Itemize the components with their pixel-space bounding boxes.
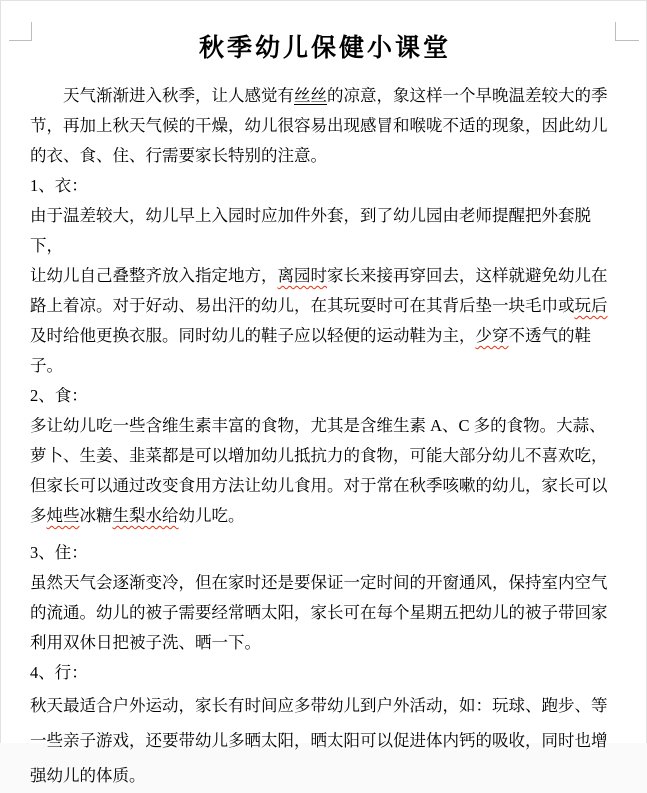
text-run: 及时给他更换衣服。同时幼儿的鞋子应以轻便的运动鞋为主， — [30, 326, 476, 345]
text-run: 4、行： — [30, 663, 88, 682]
text-run: 多 — [30, 506, 47, 525]
text-run: 的凉意，象这样一个早晚温差较大的季 — [327, 86, 608, 105]
document-text-area — [30, 29, 620, 793]
text-run: 由于温差较大，幼儿早上入园时应加件外套，到了幼儿园由老师提醒把外套脱下， — [30, 206, 591, 255]
document-title: 秋季幼儿保健小课堂 — [198, 35, 451, 62]
text-run: 让幼儿自己叠整齐放入指定地方， — [30, 266, 278, 285]
section-heading-living — [30, 538, 620, 568]
text-run: 萝卜、生姜、韭菜都是可以增加幼儿抵抗力的食物，可能大部分幼儿不喜欢吃， — [30, 446, 608, 465]
section-heading-clothing — [30, 171, 620, 201]
text-run: 冰糖 — [79, 506, 113, 525]
section-heading-outing — [30, 658, 620, 688]
text-run: 利用双休日把被子洗、晒一下。 — [30, 633, 261, 652]
text-run: 3、住： — [30, 543, 88, 562]
text-run: 秋天最适合户外运动，家长有时间应多带幼儿到户外活动，如：玩球、跑步、等 — [30, 696, 608, 715]
spellcheck-flagged-text: 离园时 — [277, 266, 327, 285]
text-run: 1、衣： — [30, 176, 88, 195]
section-heading-food — [30, 381, 620, 411]
text-run: 的流通。幼儿的被子需要经常晒太阳，家长可在每个星期五把幼儿的被子带回家 — [30, 603, 608, 622]
text-run: 幼儿吃。 — [178, 506, 245, 525]
section-body-outing — [30, 688, 620, 793]
text-run: 虽然天气会逐渐变冷，但在家时还是要保证一定时间的开窗通风，保持室内空气 — [30, 573, 608, 592]
text-run: 节，再加上秋天气候的干燥，幼儿很容易出现感冒和喉咙不适的现象，因此幼儿 — [30, 116, 608, 135]
text-run: 路上着凉。对于好动、易出汗的幼儿，在其玩耍时可在其背后垫一块毛巾或 — [30, 296, 575, 315]
spellcheck-flagged-text: 少穿 — [475, 326, 509, 345]
text-run: 不透气的鞋子。 — [30, 326, 591, 375]
intro-paragraph — [30, 81, 620, 171]
document-body — [30, 81, 620, 793]
spellcheck-flagged-text: 玩后 — [574, 296, 608, 315]
spellcheck-flagged-text: 炖些 — [46, 506, 80, 525]
section-body-food — [30, 411, 620, 531]
text-boundary-mark-top-left — [9, 22, 32, 41]
text-run: 强幼儿的体质。 — [30, 766, 146, 785]
underlined-text: 丝丝 — [294, 86, 327, 105]
text-run: 家长来接再穿回去，这样就避免幼儿在 — [327, 266, 608, 285]
text-run: 2、食： — [30, 386, 88, 405]
text-run: 的衣、食、住、行需要家长特别的注意。 — [30, 146, 327, 165]
text-run: 但家长可以通过改变食用方法让幼儿食用。对于常在秋季咳嗽的幼儿，家长可以 — [30, 476, 608, 495]
section-body-clothing — [30, 201, 620, 381]
text-run: 天气渐渐进入秋季，让人感觉有 — [63, 86, 294, 105]
text-run: 多让幼儿吃一些含维生素丰富的食物，尤其是含维生素 A、C 多的食物。大蒜、 — [30, 416, 606, 435]
spellcheck-flagged-text: 生梨水给 — [112, 506, 179, 525]
text-run: 一些亲子游戏，还要带幼儿多晒太阳，晒太阳可以促进体内钙的吸收，同时也增 — [30, 731, 608, 750]
section-body-living — [30, 568, 620, 658]
